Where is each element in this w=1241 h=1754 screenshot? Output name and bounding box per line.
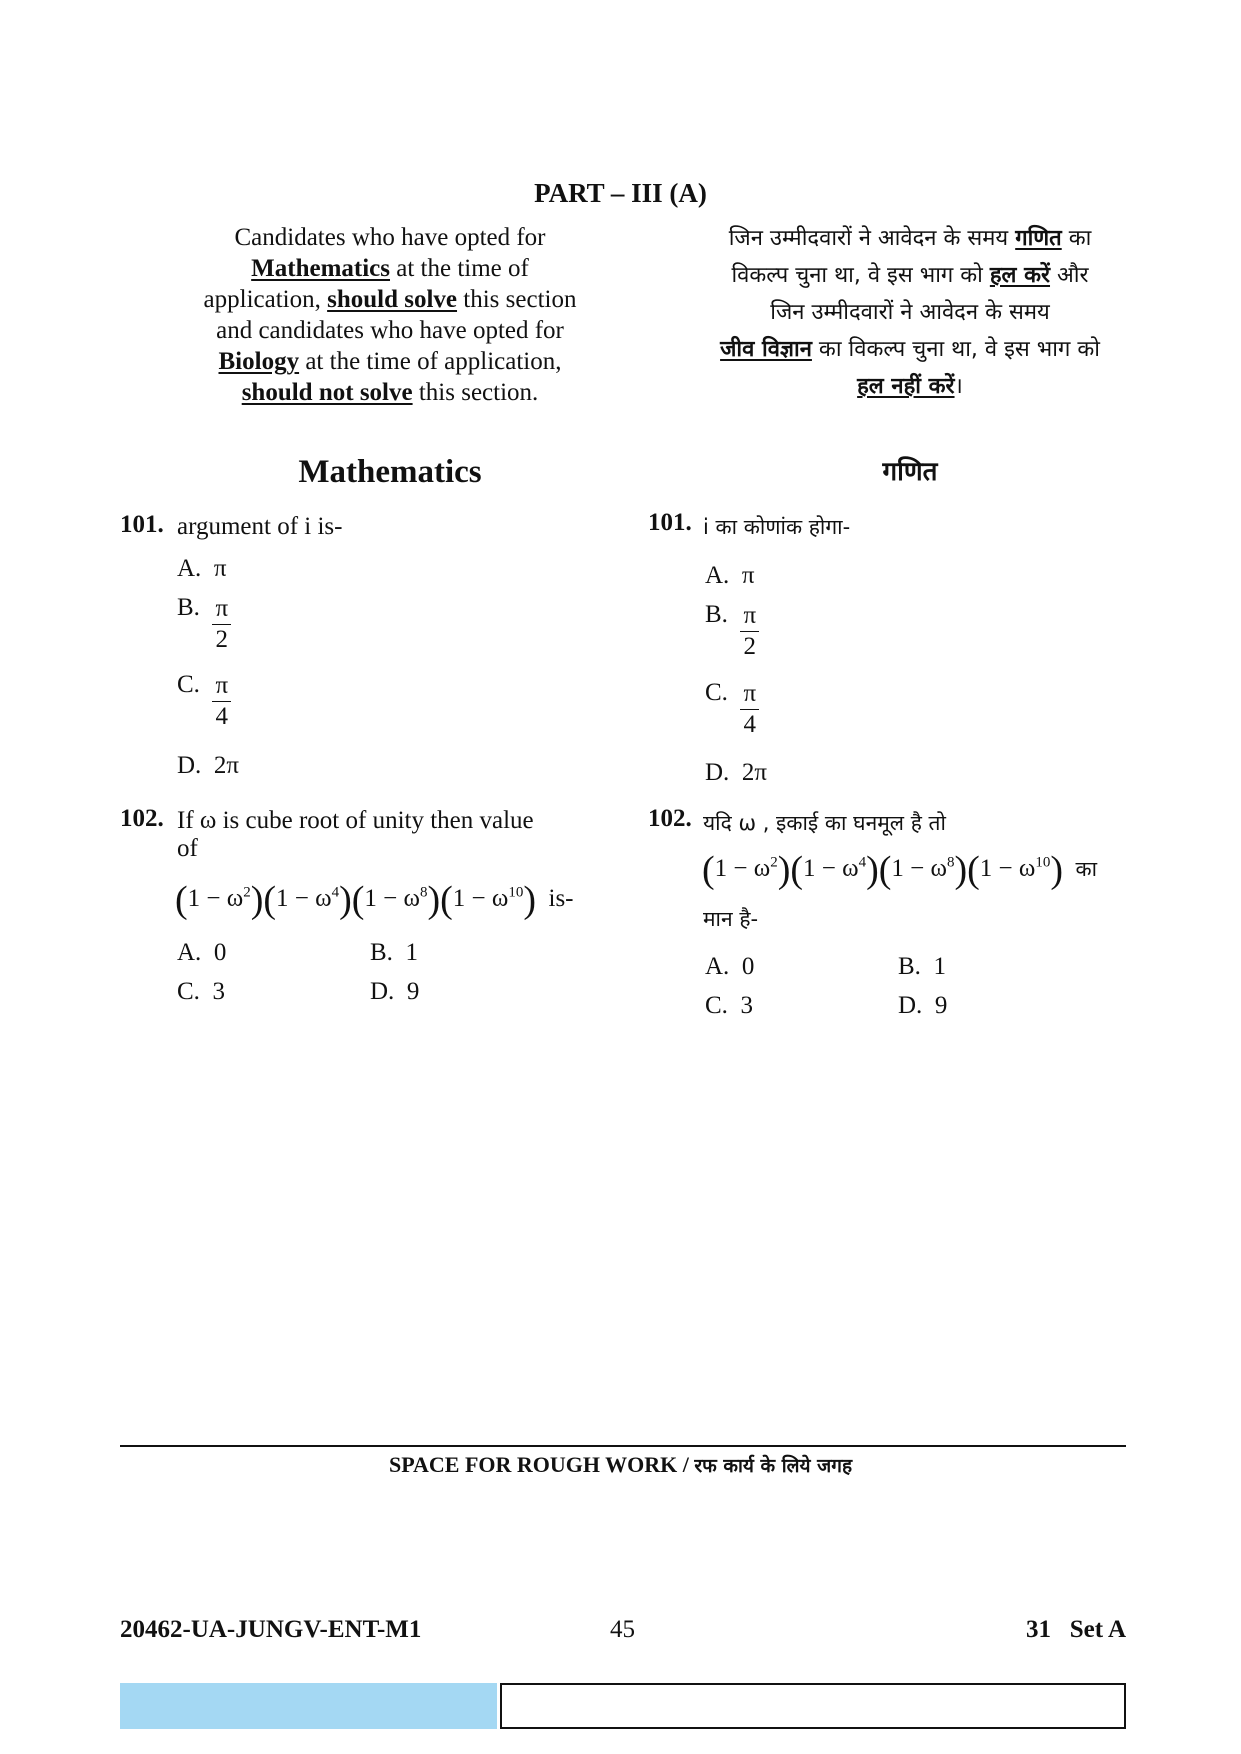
option-c: C. 3 [705, 992, 753, 1019]
option-b: B. 1 [370, 939, 418, 966]
fraction: $\frac{\pi}{4}$ [212, 671, 231, 732]
instr-hi-line: जिन उम्मीदवारों ने आवेदन के समय [770, 300, 1050, 325]
question-number: 102. [648, 805, 692, 832]
instr-en-line: and candidates who have opted for [216, 317, 564, 344]
mathematics-emphasis: Mathematics [251, 255, 390, 282]
rough-work-label: SPACE FOR ROUGH WORK / रफ कार्य के लिये जगह [388, 1452, 853, 1477]
instr-hi-line: विकल्प चुना था, वे इस भाग को हल करें और [731, 263, 1089, 288]
expression: $(1 - \omega^2)(1 - \omega^4)(1 - \omega^8)(1 - \omega^{10})$ is- [175, 879, 574, 921]
question-number: 102. [120, 805, 164, 832]
footer-outline-box [500, 1683, 1126, 1729]
instr-hi-line: जीव विज्ञान का विकल्प चुना था, वे इस भाग को [720, 337, 1100, 362]
instructions-english [160, 222, 620, 408]
option-b: B. 1 [898, 953, 946, 980]
option-c: C. 3 [177, 978, 225, 1005]
question-text: i का कोणांक होगा- [703, 515, 851, 539]
hal-nahin-karen-emphasis: हल नहीं करें [857, 374, 955, 399]
instructions-hindi [675, 220, 1145, 405]
instr-en-line: Candidates who have opted for [234, 224, 546, 251]
instr-en-line: Mathematics at the time of [251, 255, 529, 282]
subject-heading-english: Mathematics [298, 454, 482, 490]
page-number: 45 [610, 1616, 635, 1643]
fraction: $\frac{\pi}{2}$ [740, 601, 759, 662]
option-d: D. 2π [177, 752, 239, 779]
instr-hi-line: जिन उम्मीदवारों ने आवेदन के समय गणित का [728, 226, 1092, 251]
set-label: 31 Set A [1026, 1616, 1126, 1643]
option-a: A. 0 [705, 953, 755, 980]
ganit-emphasis: गणित [1015, 226, 1062, 251]
option-c: C. $\frac{\pi}{4}$ [177, 671, 231, 732]
should-not-solve-emphasis: should not solve [241, 379, 413, 406]
paper-code: 20462-UA-JUNGV-ENT-M1 [120, 1616, 422, 1643]
question-text: argument of i is- [177, 513, 343, 540]
option-d: D. 9 [898, 992, 948, 1019]
hal-karen-emphasis: हल करें [989, 263, 1051, 288]
option-d: D. 9 [370, 978, 420, 1005]
option-a: A. π [177, 555, 227, 582]
question-text: यदि ω , इकाई का घनमूल है तो [703, 811, 946, 835]
instr-en-line: should not solve this section. [241, 379, 539, 406]
option-c: C. $\frac{\pi}{4}$ [705, 679, 759, 740]
biology-emphasis: Biology [218, 348, 300, 375]
should-solve-emphasis: should solve [327, 286, 458, 313]
expression: $(1 - \omega^2)(1 - \omega^4)(1 - \omega^8)(1 - \omega^{10})$ का [702, 849, 1098, 891]
part-title: PART – III (A) [534, 178, 707, 208]
question-text: If ω is cube root of unity then value of [177, 807, 534, 862]
jeev-vigyan-emphasis: जीव विज्ञान [720, 337, 812, 362]
rough-work-divider [120, 1445, 1126, 1447]
subject-heading-hindi: गणित [882, 457, 938, 487]
question-text: मान है- [703, 907, 759, 931]
fraction: $\frac{\pi}{4}$ [740, 679, 759, 740]
option-b: B. $\frac{\pi}{2}$ [705, 601, 759, 662]
option-a: A. π [705, 562, 755, 589]
question-number: 101. [648, 509, 692, 536]
instr-hi-line: हल नहीं करें। [857, 374, 963, 399]
question-number: 101. [120, 511, 164, 538]
option-a: A. 0 [177, 939, 227, 966]
fraction: $\frac{\pi}{2}$ [212, 594, 231, 655]
option-b: B. $\frac{\pi}{2}$ [177, 594, 231, 655]
footer-color-bar [120, 1683, 497, 1729]
option-d: D. 2π [705, 759, 767, 786]
instr-en-line: Biology at the time of application, [218, 348, 562, 375]
instr-en-line: application, should solve this section [203, 286, 577, 313]
